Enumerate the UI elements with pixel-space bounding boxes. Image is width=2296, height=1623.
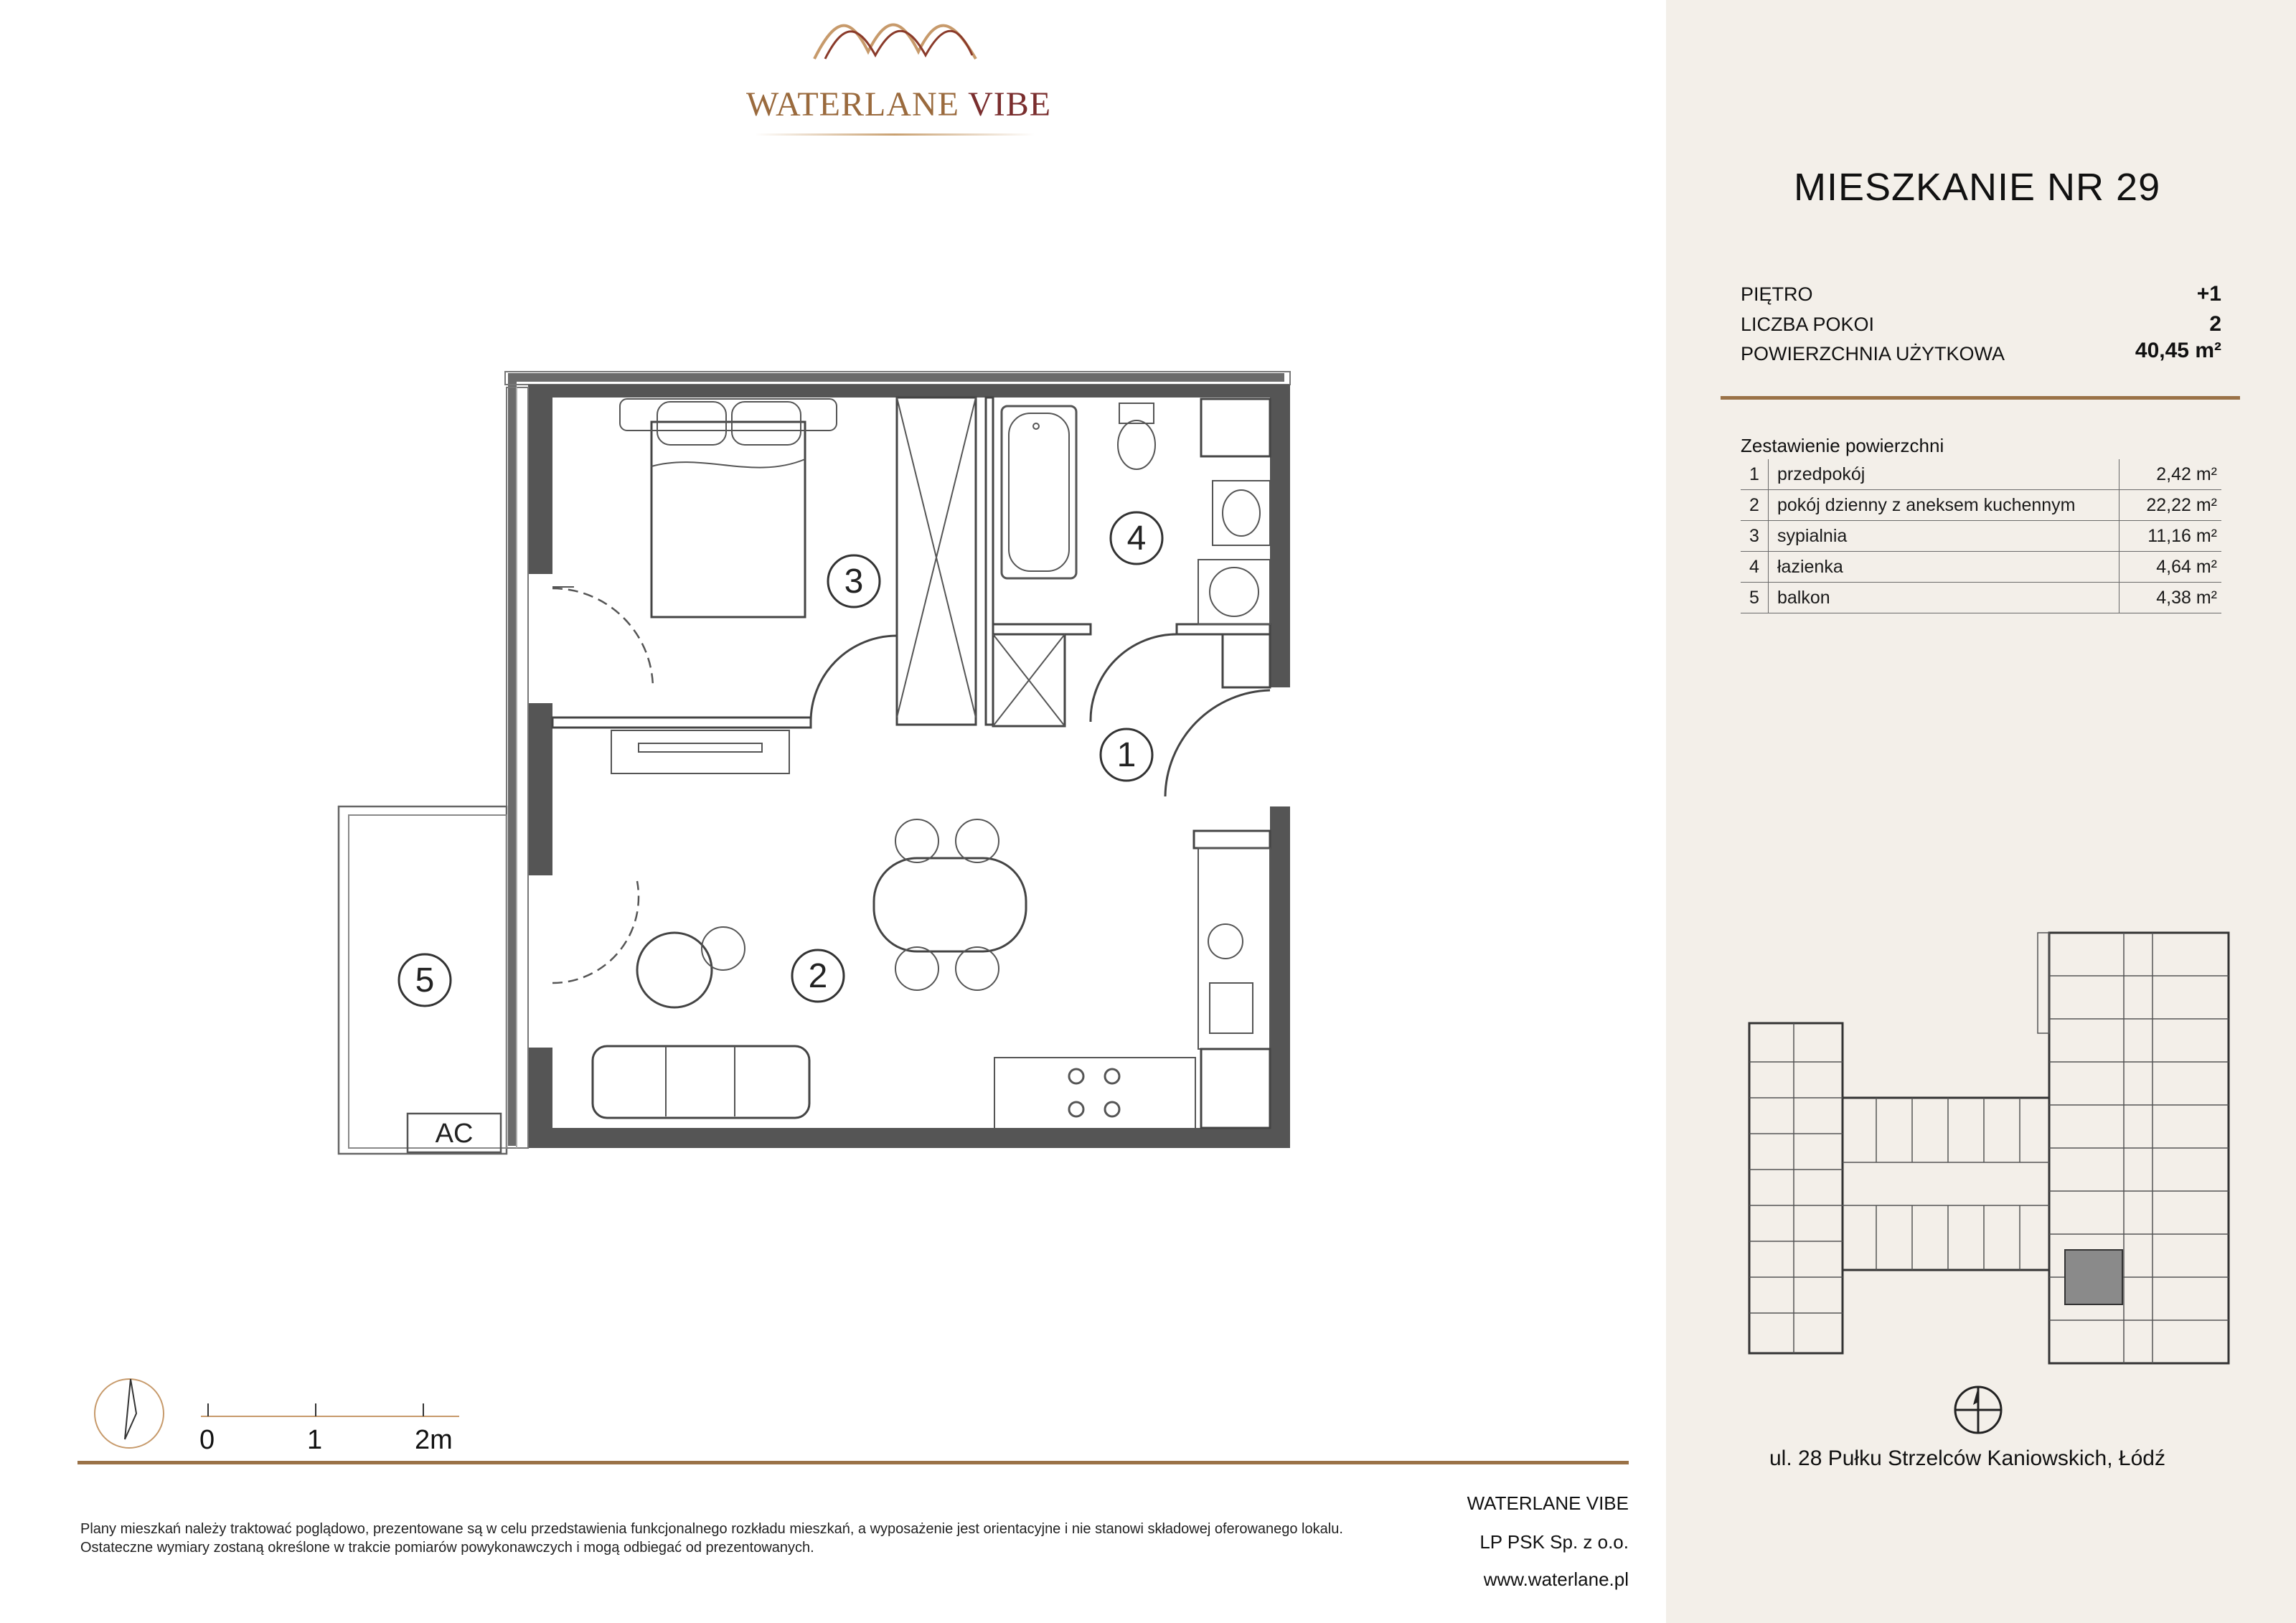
room-area: 4,64 m²	[2119, 552, 2222, 583]
scale-tick-2: 2m	[415, 1425, 453, 1455]
table-row	[1741, 459, 2221, 490]
wall-bottom	[528, 1128, 1290, 1148]
room-num: 5	[1741, 583, 1769, 613]
room-name: sypialnia	[1769, 521, 2119, 552]
spec-value-floor: +1	[2196, 282, 2221, 306]
building-key-plan	[1722, 918, 2239, 1378]
spec-label-area: POWIERZCHNIA UŻYTKOWA	[1741, 343, 2005, 364]
wall-right-upper	[1270, 385, 1290, 687]
compass-small-icon	[1952, 1383, 2005, 1436]
rooms-table-title: Zestawienie powierzchni	[1741, 435, 1944, 456]
disclaimer	[80, 1520, 1479, 1557]
ac-label: AC	[435, 1119, 474, 1149]
room-num: 2	[1741, 490, 1769, 521]
room-name: łazienka	[1769, 552, 2119, 583]
spec-value-area: 40,45 m²	[2135, 339, 2221, 362]
room-label-4: 4	[1126, 519, 1147, 558]
wall-left-mid	[528, 703, 552, 875]
highlighted-unit	[2065, 1250, 2122, 1304]
table-row	[1741, 521, 2221, 552]
room-label-2: 2	[808, 957, 828, 995]
logo-text-part2: VIBE	[968, 85, 1052, 123]
room-area: 11,16 m²	[2119, 521, 2222, 552]
room-num: 1	[1741, 459, 1769, 490]
address: ul. 28 Pułku Strzelców Kaniowskich, Łódź	[1769, 1446, 2165, 1470]
table-row	[1741, 490, 2221, 521]
room-label-3: 3	[844, 563, 864, 601]
spec-divider	[1721, 396, 2240, 400]
info-sidebar	[1666, 0, 2296, 1623]
rooms-table	[1741, 459, 2221, 613]
room-area: 4,38 m²	[2119, 583, 2222, 613]
footer-website-link[interactable]: www.waterlane.pl	[1483, 1568, 1629, 1590]
room-name: pokój dzienny z aneksem kuchennym	[1769, 490, 2119, 521]
footer-company-name: WATERLANE VIBE	[1467, 1492, 1629, 1514]
disclaimer-line-1: Plany mieszkań należy traktować poglądowo, prezentowane są w celu przedstawienia funkcjonalnego rozkładu mieszkań, a wyposażenie jest orientacyjne i nie stanowi składowej oferowanego lokalu.	[80, 1521, 1343, 1537]
wall-right-lower	[1270, 806, 1290, 1148]
room-name: balkon	[1769, 583, 2119, 613]
room-num: 4	[1741, 552, 1769, 583]
spec-value-rooms: 2	[2209, 312, 2221, 336]
disclaimer-line-2: Ostateczne wymiary zostaną określone w trakcie pomiarów powykonawczych i mogą odbiegać od prezentowanych.	[80, 1540, 814, 1556]
footer-company-legal: LP PSK Sp. z o.o.	[1479, 1531, 1629, 1553]
scale-tick-0: 0	[199, 1425, 215, 1455]
room-name: przedpokój	[1769, 459, 2119, 490]
room-label-5: 5	[415, 961, 435, 999]
spec-label-rooms: LICZBA POKOI	[1741, 314, 1875, 335]
table-row	[1741, 552, 2221, 583]
scale-tick-1: 1	[307, 1425, 323, 1455]
room-label-1: 1	[1116, 736, 1137, 774]
room-area: 22,22 m²	[2119, 490, 2222, 521]
footer-divider	[77, 1461, 1629, 1464]
apartment-title: MIESZKANIE NR 29	[1794, 166, 2161, 209]
room-area: 2,42 m²	[2119, 459, 2222, 490]
logo-text-part1: WATERLANE	[746, 85, 969, 123]
spec-label-floor: PIĘTRO	[1741, 283, 1813, 305]
wall-left-upper	[528, 387, 552, 574]
table-row	[1741, 583, 2221, 613]
wall-top	[528, 385, 1290, 397]
room-num: 3	[1741, 521, 1769, 552]
